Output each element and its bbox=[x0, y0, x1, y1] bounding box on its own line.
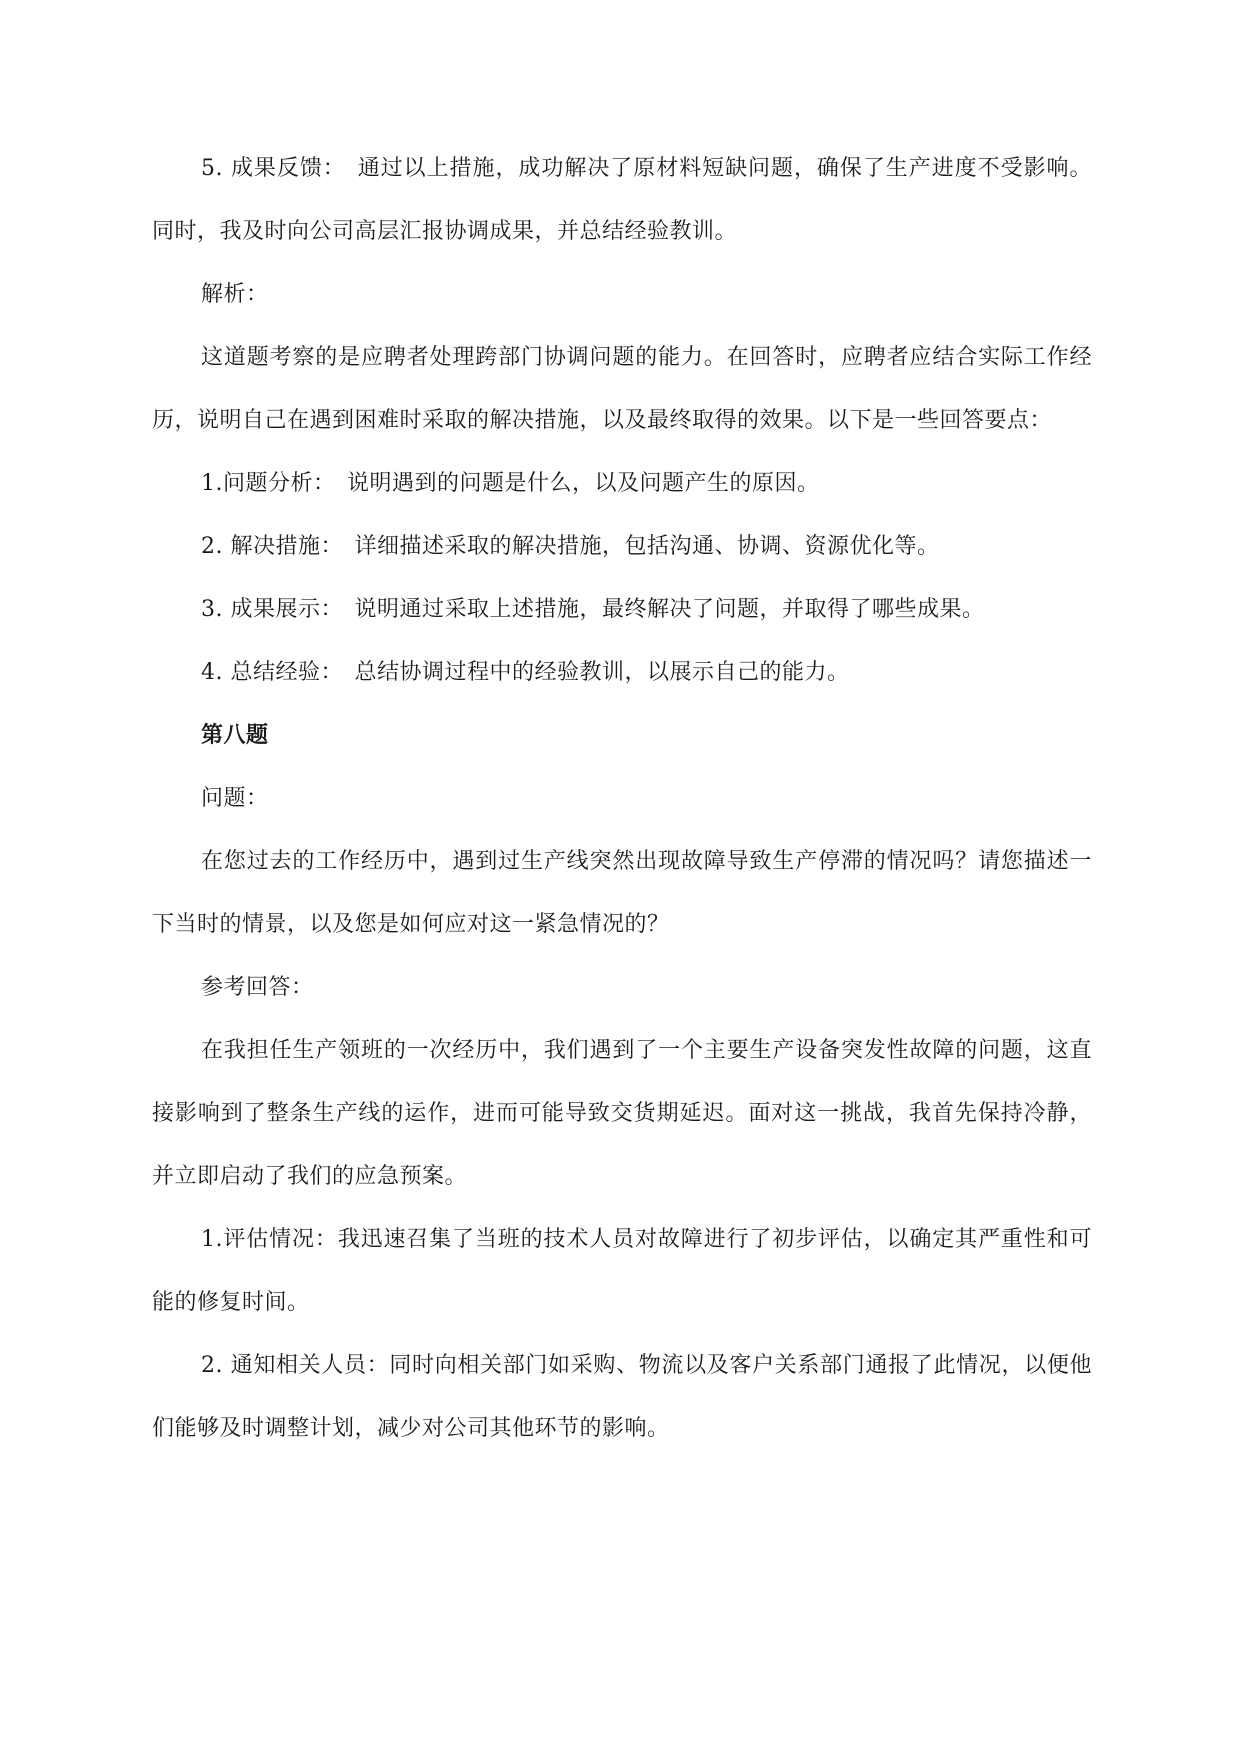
paragraph-result-feedback: 5. 成果反馈： 通过以上措施，成功解决了原材料短缺问题，确保了生产进度不受影响。同时，我及时向公司高层汇报协调成果，并总结经验教训。 bbox=[152, 156, 1092, 244]
paragraph-answer-step-2: 2. 通知相关人员：同时向相关部门如采购、物流以及客户关系部门通报了此情况，以便他们能够及时调整计划，减少对公司其他环节的影响。 bbox=[152, 1353, 1092, 1441]
paragraph-analysis-body: 这道题考察的是应聘者处理跨部门协调问题的能力。在回答时，应聘者应结合实际工作经历，说明自己在遇到困难时采取的解决措施，以及最终取得的效果。以下是一些回答要点： bbox=[152, 345, 1092, 433]
paragraph-point-2: 2. 解决措施： 详细描述采取的解决措施，包括沟通、协调、资源优化等。 bbox=[201, 534, 940, 559]
paragraph-reference-answer-label: 参考回答： bbox=[201, 975, 314, 1000]
paragraph-point-3: 3. 成果展示： 说明通过采取上述措施，最终解决了问题，并取得了哪些成果。 bbox=[201, 597, 985, 622]
paragraph-point-1: 1.问题分析： 说明遇到的问题是什么，以及问题产生的原因。 bbox=[201, 471, 820, 496]
paragraph-question-body: 在您过去的工作经历中，遇到过生产线突然出现故障导致生产停滞的情况吗？请您描述一下当时的情景，以及您是如何应对这一紧急情况的？ bbox=[152, 849, 1092, 937]
paragraph-answer-step-1: 1.评估情况：我迅速召集了当班的技术人员对故障进行了初步评估，以确定其严重性和可能的修复时间。 bbox=[152, 1227, 1092, 1315]
paragraph-analysis-label: 解析： bbox=[201, 282, 269, 307]
paragraph-answer-body: 在我担任生产领班的一次经历中，我们遇到了一个主要生产设备突发性故障的问题，这直接影响到了整条生产线的运作，进而可能导致交货期延迟。面对这一挑战，我首先保持冷静，并立即启动了我们的应急预案。 bbox=[152, 1038, 1092, 1189]
section-heading-question-8: 第八题 bbox=[201, 722, 269, 748]
paragraph-point-4: 4. 总结经验： 总结协调过程中的经验教训，以展示自己的能力。 bbox=[201, 660, 850, 685]
paragraph-question-label: 问题： bbox=[201, 786, 269, 811]
document-body bbox=[152, 137, 1092, 1460]
